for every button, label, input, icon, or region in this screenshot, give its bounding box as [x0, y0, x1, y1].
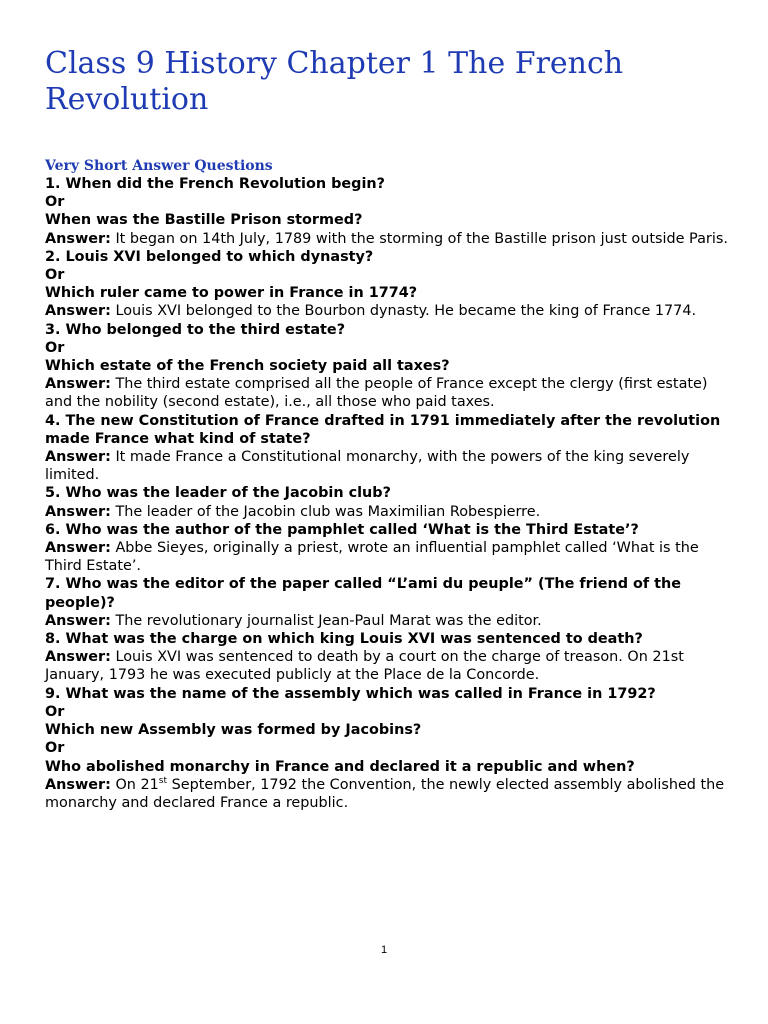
- answer-text: The revolutionary journalist Jean-Paul Marat was the editor.: [115, 612, 542, 629]
- answer: [45, 448, 735, 484]
- answer: [45, 503, 735, 521]
- answer: [45, 612, 735, 630]
- answer-label: Answer:: [45, 503, 111, 520]
- or-separator: Or: [45, 267, 65, 284]
- question: When was the Bastille Prison stormed?: [45, 212, 363, 229]
- answer-label: Answer:: [45, 649, 111, 666]
- answer: [45, 230, 735, 248]
- answer-label: Answer:: [45, 449, 111, 466]
- section-heading: Very Short Answer Questions: [45, 158, 273, 174]
- answer: [45, 776, 735, 812]
- answer-text: The leader of the Jacobin club was Maximilian Robespierre.: [115, 503, 541, 520]
- question: 8. What was the charge on which king Louis XVI was sentenced to death?: [45, 631, 643, 648]
- answer-text-start: On 21: [115, 776, 159, 793]
- question: 2. Louis XVI belonged to which dynasty?: [45, 248, 374, 265]
- ordinal-suffix: st: [158, 775, 167, 786]
- answer-text: Louis XVI belonged to the Bourbon dynasty. He became the king of France 1774.: [115, 303, 697, 320]
- answer-label: Answer:: [45, 612, 111, 629]
- question: 3. Who belonged to the third estate?: [45, 321, 346, 338]
- question: 9. What was the name of the assembly which was called in France in 1792?: [45, 685, 656, 702]
- answer-label: Answer:: [45, 376, 111, 393]
- answer-text: Louis XVI was sentenced to death by a court on the charge of treason. On 21st January, 1793 he was executed publicly at the Place de la Concorde.: [45, 649, 684, 684]
- answer-label: Answer:: [45, 303, 111, 320]
- page-number: 1: [380, 944, 388, 956]
- answer: [45, 375, 735, 411]
- answer-text: The third estate comprised all the people of France except the clergy (first estate) and the nobility (second estate), i.e., all those who paid taxes.: [45, 376, 708, 411]
- answer: [45, 648, 735, 684]
- answer-text: Abbe Sieyes, originally a priest, wrote an influential pamphlet called ‘What is the Third Estate’.: [45, 540, 699, 575]
- or-separator: Or: [45, 703, 65, 720]
- question: Which estate of the French society paid all taxes?: [45, 358, 450, 375]
- answer: [45, 302, 735, 320]
- answer-text: It made France a Constitutional monarchy, with the powers of the king severely limited.: [45, 449, 690, 484]
- page-title: Class 9 History Chapter 1 The French Revolution: [45, 46, 624, 117]
- answer: [45, 539, 735, 575]
- qa-list: [45, 175, 735, 812]
- answer-label: Answer:: [45, 230, 111, 247]
- or-separator: Or: [45, 740, 65, 757]
- question: Which new Assembly was formed by Jacobins?: [45, 722, 422, 739]
- answer-label: Answer:: [45, 776, 111, 793]
- question: 1. When did the French Revolution begin?: [45, 176, 385, 192]
- answer-text-end: September, 1792 the Convention, the newly elected assembly abolished the monarchy and declared France a republic.: [45, 776, 725, 811]
- answer-label: Answer:: [45, 540, 111, 557]
- question: Who abolished monarchy in France and declared it a republic and when?: [45, 758, 635, 775]
- or-separator: Or: [45, 194, 65, 211]
- question: 5. Who was the leader of the Jacobin club?: [45, 485, 391, 502]
- question: 6. Who was the author of the pamphlet called ‘What is the Third Estate’?: [45, 521, 639, 538]
- or-separator: Or: [45, 339, 65, 356]
- answer-text: It began on 14th July, 1789 with the storming of the Bastille prison just outside Paris.: [115, 230, 728, 247]
- question: Which ruler came to power in France in 1774?: [45, 285, 418, 302]
- question: 7. Who was the editor of the paper called “L’ami du peuple” (The friend of the people)?: [45, 576, 682, 611]
- question: 4. The new Constitution of France drafted in 1791 immediately after the revolution made France what kind of state?: [45, 412, 721, 447]
